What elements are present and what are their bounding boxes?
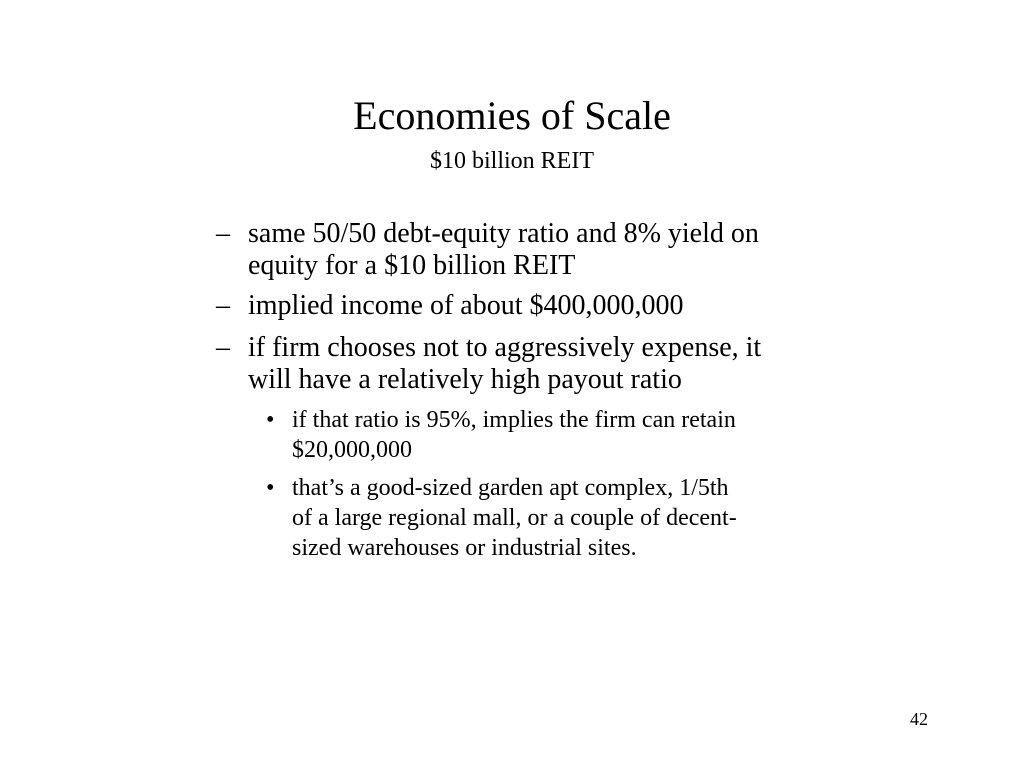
dash-marker: – xyxy=(216,218,230,249)
dash-marker: – xyxy=(216,290,230,321)
sub-bullet-text: $20,000,000 xyxy=(292,437,412,463)
slide-subtitle: $10 billion REIT xyxy=(430,148,594,174)
sub-bullet-text: sized warehouses or industrial sites. xyxy=(292,535,637,561)
bullet-text: equity for a $10 billion REIT xyxy=(248,250,576,281)
bullet-text: same 50/50 debt-equity ratio and 8% yield on xyxy=(248,218,759,249)
bullet-text: implied income of about $400,000,000 xyxy=(248,290,684,321)
dash-marker: – xyxy=(216,332,230,363)
bullet-text: if firm chooses not to aggressively expense, it xyxy=(248,332,762,363)
sub-bullet-text: if that ratio is 95%, implies the firm can retain xyxy=(292,407,736,433)
sub-bullet-text: of a large regional mall, or a couple of decent- xyxy=(292,505,737,531)
slide-title: Economies of Scale xyxy=(353,93,671,138)
page-number: 42 xyxy=(910,709,928,729)
bullet-dot-marker: • xyxy=(266,407,275,433)
bullet-text: will have a relatively high payout ratio xyxy=(248,364,682,395)
bullet-dot-marker: • xyxy=(266,475,275,501)
sub-bullet-text: that’s a good-sized garden apt complex, 1/5th xyxy=(292,475,729,501)
